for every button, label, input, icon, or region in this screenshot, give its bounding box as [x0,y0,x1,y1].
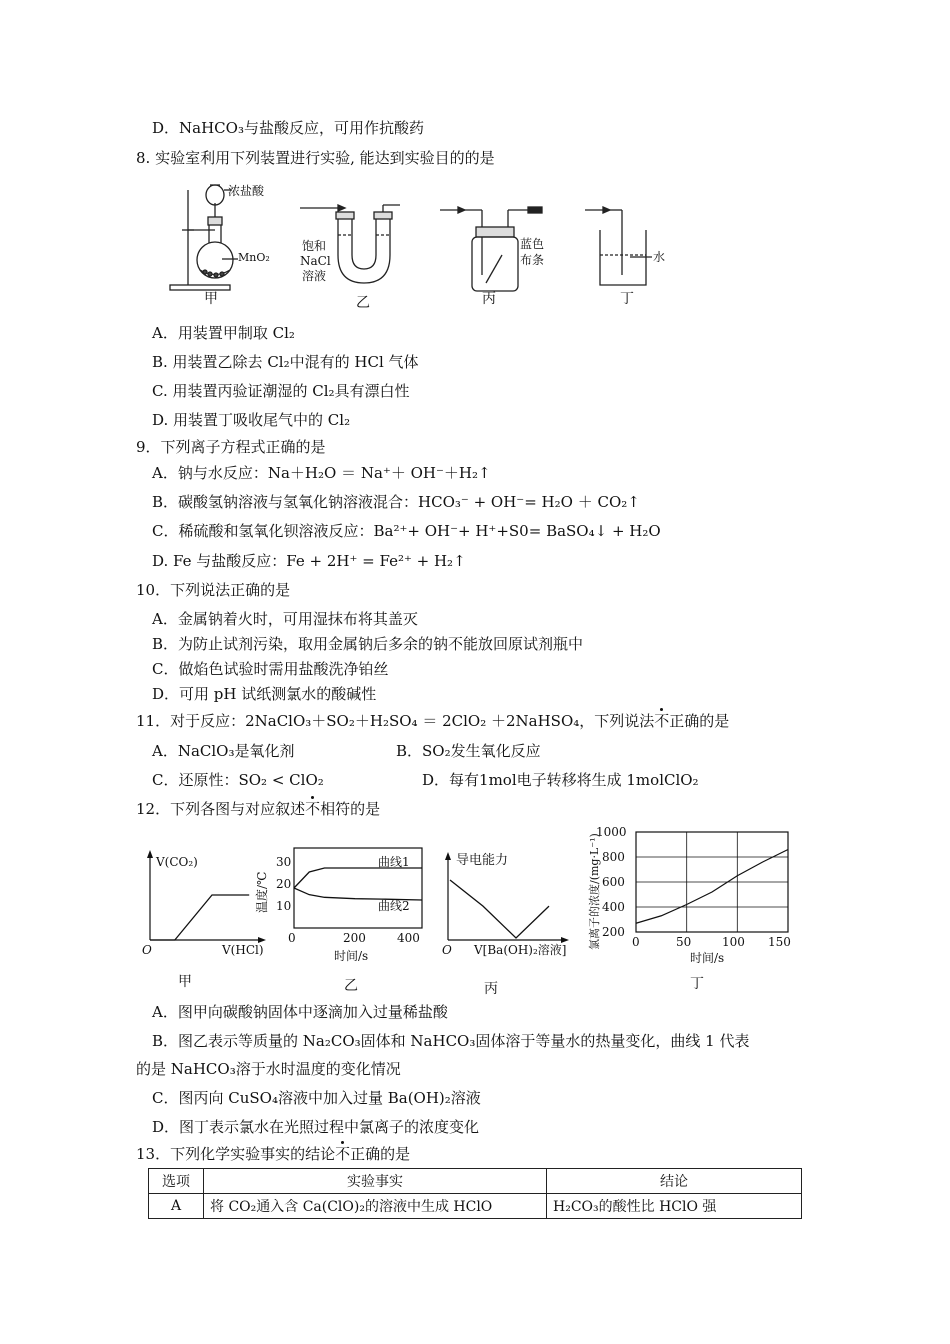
q13-cell-conclusion: H₂CO₃的酸性比 HClO 强 [547,1194,802,1219]
graph-bing-caption: 丙 [484,981,498,997]
graph-yi-xtick-400: 400 [397,931,420,945]
graph-yi-ytick-10: 10 [276,899,292,913]
graph-yi [254,848,422,994]
graph-jia-ylabel: V(CO₂) [156,855,198,869]
q10-option-d: D．可用 pH 试纸测氯水的酸碱性 [152,685,377,703]
q13-stem-emphasis: 不 [335,1145,351,1163]
graph-ding-xtick-0: 0 [632,935,640,949]
label-water: 水 [653,250,666,264]
q13-stem [136,1144,410,1164]
q11-option-a: A．NaClO₃是氧化剂 [152,742,295,760]
graph-yi-xtick-0: 0 [288,931,296,945]
q11-stem-post: 正确的是 [669,712,730,730]
graph-bing-y-arrow [445,852,451,860]
graph-ding-caption: 丁 [690,976,704,992]
apparatus-jia [170,185,238,290]
q9-option-c: C．稀硫酸和氢氧化钡溶液反应：Ba²⁺+ OH⁻+ H⁺+S0= BaSO₄↓ + H₂O [152,522,661,540]
graph-yi-curve2-label: 曲线2 [378,899,410,913]
q9-stem: 9．下列离子方程式正确的是 [136,438,326,456]
graph-jia-origin: O [142,943,152,957]
graph-ding-xlabel: 时间/s [690,951,725,965]
graph-ding-ytick-1000: 1000 [596,825,627,839]
graph-ding-xtick-100: 100 [722,935,745,949]
q10-stem: 10．下列说法正确的是 [136,581,291,599]
q12-stem-pre: 12．下列各图与对应叙述 [136,800,306,818]
q8-stem: 8. 实验室利用下列装置进行实验, 能达到实验目的的是 [136,149,495,167]
q8-option-a: A．用装置甲制取 Cl₂ [152,324,295,342]
apparatus-ding [585,207,652,285]
q13-cell-option: A [149,1194,204,1219]
q12-option-c: C．图丙向 CuSO₄溶液中加入过量 Ba(OH)₂溶液 [152,1089,481,1107]
q12-graphs [138,818,798,1003]
graph-yi-caption: 乙 [344,978,358,994]
q9-option-b: B．碳酸氢钠溶液与氢氧化钠溶液混合：HCO₃⁻ + OH⁻= H₂O ＋ CO₂↑ [152,493,640,511]
q10-option-b: B．为防止试剂污染，取用金属钠后多余的钠不能放回原试剂瓶中 [152,635,584,653]
q12-graphs-svg [138,818,798,1003]
q12-stem-emphasis: 不 [305,800,321,818]
graph-yi-xtick-200: 200 [343,931,366,945]
graph-ding-ytick-600: 600 [602,875,625,889]
table-row [149,1194,802,1219]
graph-jia-series-line [150,895,249,940]
q13-header-option: 选项 [149,1169,204,1194]
caption-bing: 丙 [482,291,496,307]
graph-yi-xlabel: 时间/s [334,949,369,963]
graph-ding-ylabel: 氯离子的浓度/(mg·L⁻¹) [588,833,601,950]
q9-option-a: A．钠与水反应：Na＋H₂O ＝ Na⁺＋ OH⁻＋H₂↑ [152,464,491,482]
q8-apparatus-figure [160,175,680,310]
q13-table-header [149,1169,802,1194]
q11-option-b: B．SO₂发生氧化反应 [396,742,541,760]
q12-option-a: A．图甲向碳酸钠固体中逐滴加入过量稀盐酸 [152,1003,448,1021]
q11-stem-pre: 11．对于反应：2NaClO₃＋SO₂＋H₂SO₄ ＝ 2ClO₂ ＋2NaHSO₄，下列说法 [136,712,655,730]
q11-option-d: D．每有1mol电子转移将生成 1molClO₂ [422,771,699,789]
graph-ding-xtick-150: 150 [768,935,791,949]
label-bing-1: 蓝色 [520,237,545,251]
graph-bing-origin: O [442,943,452,957]
apparatus-drawings [160,175,680,310]
graph-ding [587,825,791,992]
graph-jia [142,850,266,990]
graph-bing-series-line [450,880,549,938]
graph-bing-xlabel: V[Ba(OH)₂溶液] [474,943,567,957]
graph-yi-curve1-line [294,868,422,888]
q8-option-d: D. 用装置丁吸收尾气中的 Cl₂ [152,411,351,429]
q9-option-d: D. Fe 与盐酸反应：Fe + 2H⁺ = Fe²⁺ + H₂↑ [152,552,466,570]
graph-yi-ytick-20: 20 [276,877,292,891]
q11-stem [136,711,729,731]
q10-option-a: A．金属钠着火时，可用湿抹布将其盖灭 [152,610,418,628]
caption-jia: 甲 [204,291,218,307]
label-bing-2: 布条 [520,253,545,267]
q11-stem-emphasis: 不 [654,712,670,730]
graph-ding-ytick-400: 400 [602,900,625,914]
q13-cell-fact: 将 CO₂通入含 Ca(ClO)₂的溶液中生成 HClO [204,1194,547,1219]
graph-ding-ytick-800: 800 [602,850,625,864]
q11-option-c: C．还原性：SO₂ < ClO₂ [152,771,324,789]
graph-ding-ytick-200: 200 [602,925,625,939]
q12-option-b-line1: B．图乙表示等质量的 Na₂CO₃固体和 NaHCO₃固体溶于等量水的热量变化，曲线 1 代表 [152,1032,750,1050]
graph-jia-y-arrow [147,850,153,858]
label-mno2: MnO₂ [238,251,270,264]
graph-ding-xtick-50: 50 [676,935,692,949]
label-yi-3: 溶液 [302,269,327,283]
q8-option-c: C. 用装置丙验证潮湿的 Cl₂具有漂白性 [152,382,410,400]
graph-yi-ytick-30: 30 [276,855,292,869]
caption-ding: 丁 [620,291,634,307]
graph-jia-xlabel: V(HCl) [222,943,264,957]
q13-header-conclusion: 结论 [547,1169,802,1194]
label-yi-1: 饱和 [302,239,327,253]
graph-bing-ylabel: 导电能力 [456,853,509,868]
graph-yi-ylabel: 温度/℃ [255,871,269,913]
q10-option-c: C．做焰色试验时需用盐酸洗净铂丝 [152,660,389,678]
label-conc-hcl: 浓盐酸 [228,184,265,198]
q12-stem [136,799,380,819]
q13-table [148,1168,802,1219]
graph-jia-caption: 甲 [178,974,192,990]
q12-option-d: D．图丁表示氯水在光照过程中氯离子的浓度变化 [152,1118,480,1136]
caption-yi: 乙 [356,295,370,310]
q13-stem-pre: 13．下列化学实验事实的结论 [136,1145,336,1163]
graph-ding-series-line [636,850,788,924]
q12-option-b-line2: 的是 NaHCO₃溶于水时温度的变化情况 [136,1060,401,1078]
q13-header-fact: 实验事实 [204,1169,547,1194]
q8-option-b: B. 用装置乙除去 Cl₂中混有的 HCl 气体 [152,353,419,371]
q13-stem-post: 正确的是 [350,1145,411,1163]
label-yi-2: NaCl [300,254,331,268]
q7-option-d: D．NaHCO₃与盐酸反应，可用作抗酸药 [152,119,424,137]
q12-stem-post: 相符的是 [320,800,381,818]
graph-bing [442,852,569,997]
graph-yi-curve1-label: 曲线1 [378,855,410,869]
